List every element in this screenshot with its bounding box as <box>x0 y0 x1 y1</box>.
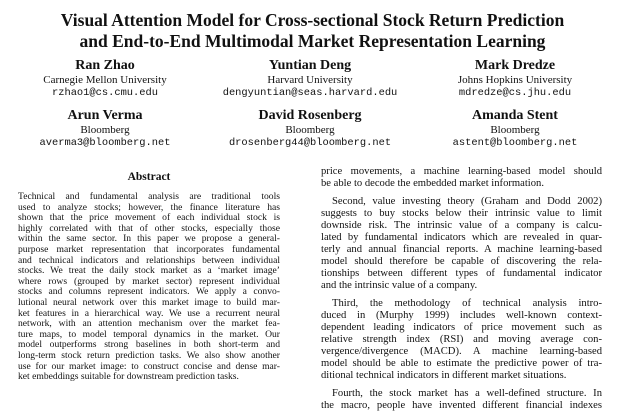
body-line: Third, the methodology of technical analysis intro- <box>332 298 602 309</box>
body-line: be able to decode the embedded market information. <box>321 178 544 189</box>
body-line: Fourth, the stock market has a well-defined structure. In <box>332 388 602 399</box>
author-block <box>20 58 190 100</box>
body-line: downside risk. The intrinsic value of a company is calcu- <box>321 220 602 231</box>
author-name: Arun Verma <box>67 108 143 123</box>
abstract-line: stocks. We treat the daily stock market as a ‘market image’ <box>18 266 280 277</box>
abstract-line: and technical indicators and relationships between individual <box>18 255 280 266</box>
author-name: Mark Dredze <box>474 58 556 73</box>
author-block <box>20 108 190 150</box>
author-affiliation: Johns Hopkins University <box>457 74 573 86</box>
author-email: rzhao1@cs.cmu.edu <box>51 87 158 99</box>
author-affiliation: Bloomberg <box>490 124 540 136</box>
body-line: terly and annual financial reports. A machine learning-based <box>321 244 602 255</box>
abstract-line: where rows (grouped by market sector) represent individual <box>18 276 280 287</box>
body-paragraph <box>321 388 602 412</box>
abstract-line: stocks and columns represent indicators. We apply a convo- <box>18 287 280 298</box>
abstract-line: used to analyze stocks; however, the finance literature has <box>18 202 280 213</box>
paper-title-line-2: and End-to-End Multimodal Market Representation Learning <box>79 31 546 51</box>
author-name: Amanda Stent <box>472 108 558 123</box>
abstract-line: use for our market image: to construct concise and dense mar- <box>18 361 280 372</box>
body-column <box>321 166 602 412</box>
author-affiliation: Bloomberg <box>285 124 335 136</box>
abstract-line: lutional neural network over this market image to build mar- <box>18 297 280 308</box>
abstract-body <box>18 192 280 383</box>
body-line: the macro, people have invented different financial indexes <box>321 400 602 411</box>
abstract-line: within the same sector. In this paper we propose a general- <box>18 234 280 245</box>
author-affiliation: Carnegie Mellon University <box>43 74 167 86</box>
author-email: dengyuntian@seas.harvard.edu <box>222 87 398 99</box>
abstract-line: highly correlated with that of other stocks, especially those <box>18 223 280 234</box>
author-block <box>205 58 415 100</box>
abstract-line: shown that the price movement of each individual stock is <box>18 213 280 224</box>
author-email: drosenberg44@bloomberg.net <box>228 137 392 149</box>
abstract-line: long-term stock return prediction tasks. We also show another <box>18 350 280 361</box>
abstract-line: purpose market representation that incorporates fundamental <box>18 244 280 255</box>
body-line: price movements, a machine learning-based model should <box>321 166 602 177</box>
author-affiliation: Bloomberg <box>80 124 130 136</box>
body-paragraph <box>321 298 602 382</box>
abstract-line: ket features in a hierarchical way. We use a recurrent neural <box>18 308 280 319</box>
author-name: Yuntian Deng <box>268 58 352 73</box>
body-paragraph <box>321 166 602 190</box>
abstract-line: ket embeddings suitable for downstream prediction tasks. <box>18 372 239 383</box>
abstract-line: Technical and fundamental analysis are traditional tools <box>18 192 280 202</box>
author-block <box>425 108 605 150</box>
body-line: dependent leading indicators of price movement such as <box>321 322 602 333</box>
body-paragraph <box>321 196 602 292</box>
body-line: vergence/divergence (MACD). A machine learning-based <box>321 346 602 357</box>
author-email: mdredze@cs.jhu.edu <box>458 87 572 99</box>
author-affiliation: Harvard University <box>267 74 353 86</box>
abstract-line: model outperforms strong baselines in both short-term and <box>18 340 280 351</box>
author-block <box>205 108 415 150</box>
body-line: duced in (Murphy 1999) includes well-known context- <box>321 310 602 321</box>
abstract-heading: Abstract <box>127 171 171 183</box>
abstract-line: network, with an attention mechanism over the market fea- <box>18 319 280 330</box>
author-block <box>425 58 605 100</box>
body-line: Second, value investing theory (Graham and Dodd 2002) <box>332 196 602 207</box>
paper-title-line-1: Visual Attention Model for Cross-sectional Stock Return Prediction <box>60 10 565 30</box>
body-line: and the intrinsic value of a company. <box>321 280 478 291</box>
author-email: averma3@bloomberg.net <box>39 137 171 149</box>
body-line: model should be able to estimate the predictive power of tra- <box>321 358 602 369</box>
author-name: Ran Zhao <box>75 58 135 73</box>
body-line: ditional technical indicators in different market situations. <box>321 370 567 381</box>
abstract-section <box>18 170 280 383</box>
body-line: suggests to buy stocks below their intrinsic value to limit <box>321 208 602 219</box>
author-name: David Rosenberg <box>258 108 362 123</box>
body-line: lated by fundamental indicators which are revealed in quar- <box>321 232 602 243</box>
body-line: relative strength index (RSI) and moving average con- <box>321 334 602 345</box>
body-line: tionships between different types of fundamental indicator <box>321 268 602 279</box>
author-email: astent@bloomberg.net <box>452 137 578 149</box>
body-line: model should therefore be capable of discovering the rela- <box>321 256 602 267</box>
abstract-line: ture maps, to model temporal dynamics in the market. Our <box>18 329 280 340</box>
